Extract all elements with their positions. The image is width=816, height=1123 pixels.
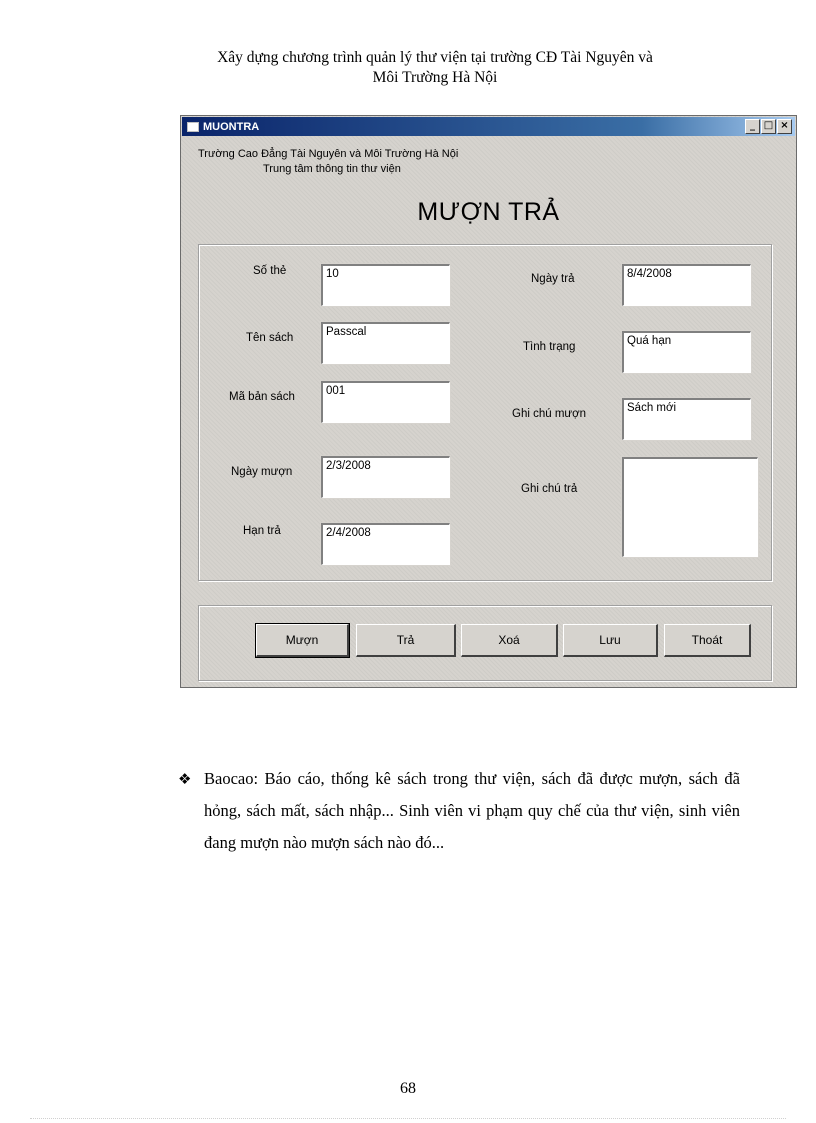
luu-button[interactable]: Lưu bbox=[563, 624, 658, 657]
xoa-button[interactable]: Xoá bbox=[461, 624, 558, 657]
label-ten-sach: Tên sách bbox=[246, 332, 294, 344]
han-tra-input[interactable]: 2/4/2008 bbox=[321, 523, 450, 565]
label-ghi-chu-muon: Ghi chú mượn bbox=[512, 408, 587, 420]
label-han-tra: Hạn trả bbox=[243, 525, 281, 537]
window-title: MUONTRA bbox=[203, 120, 260, 133]
ghi-chu-tra-textarea[interactable] bbox=[622, 457, 758, 557]
label-ghi-chu-tra: Ghi chú trả bbox=[521, 483, 578, 495]
label-ma-ban-sach: Mã bản sách bbox=[229, 391, 295, 403]
baocao-paragraph bbox=[180, 763, 740, 859]
ngay-tra-input[interactable]: 8/4/2008 bbox=[622, 264, 751, 306]
close-icon[interactable]: × bbox=[777, 119, 792, 134]
diamond-bullet-icon: ❖ bbox=[178, 770, 192, 788]
ma-ban-sach-input[interactable]: 001 bbox=[321, 381, 450, 423]
label-so-the: Số thẻ bbox=[253, 265, 287, 277]
app-icon bbox=[187, 122, 199, 132]
muon-button[interactable]: Mượn bbox=[256, 624, 349, 657]
header-line-1: Xây dựng chương trình quản lý thư viện tại trường CĐ Tài Nguyên và bbox=[217, 49, 653, 66]
label-tinh-trang: Tình trạng bbox=[523, 341, 576, 353]
minimize-icon[interactable]: _ bbox=[745, 119, 760, 134]
document-header bbox=[150, 48, 720, 88]
baocao-text: Baocao: Báo cáo, thống kê sách trong thư viện, sách đã được mượn, sách đã hỏng, sách mất, sách nhập... Sinh viên vi phạm quy chế của thư viện, sinh viên đang mượn nào mượn sách nào đó... bbox=[204, 769, 740, 852]
ghi-chu-muon-input[interactable]: Sách mới bbox=[622, 398, 751, 440]
tinh-trang-input[interactable]: Quá hạn bbox=[622, 331, 751, 373]
footer-divider bbox=[30, 1118, 786, 1119]
page-number: 68 bbox=[400, 1080, 416, 1097]
ten-sach-input[interactable]: Passcal bbox=[321, 322, 450, 364]
form-title: MƯỢN TRẢ bbox=[417, 198, 560, 226]
label-ngay-muon: Ngày mượn bbox=[231, 466, 293, 478]
tra-button[interactable]: Trả bbox=[356, 624, 456, 657]
ngay-muon-input[interactable]: 2/3/2008 bbox=[321, 456, 450, 498]
label-ngay-tra: Ngày trả bbox=[531, 273, 575, 285]
thoat-button[interactable]: Thoát bbox=[664, 624, 751, 657]
department-name: Trung tâm thông tin thư viện bbox=[263, 163, 401, 175]
header-line-2: Môi Trường Hà Nội bbox=[372, 69, 498, 86]
window-controls bbox=[745, 119, 792, 134]
window-titlebar[interactable] bbox=[182, 117, 795, 136]
muontra-window bbox=[180, 115, 797, 688]
so-the-input[interactable]: 10 bbox=[321, 264, 450, 306]
institution-name: Trường Cao Đẳng Tài Nguyên và Môi Trường Hà Nội bbox=[198, 148, 459, 160]
maximize-icon[interactable]: □ bbox=[761, 119, 776, 134]
